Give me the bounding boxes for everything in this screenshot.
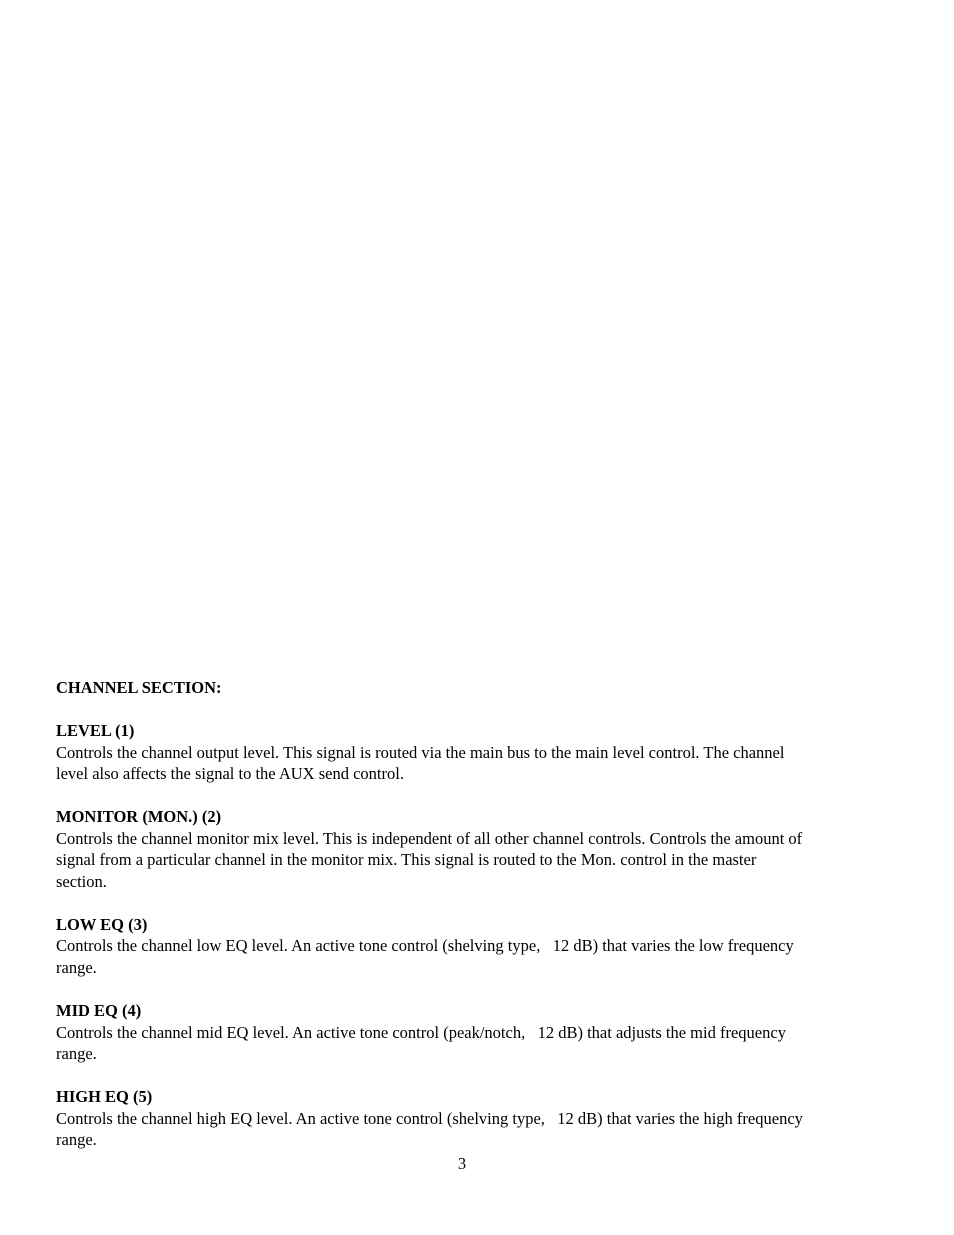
item-text-line: range. (56, 1044, 97, 1064)
channel-section (56, 677, 886, 1173)
item-text-line: Controls the channel monitor mix level. This is independent of all other channel controls. Controls the amount of (56, 828, 803, 848)
item-heading: LEVEL (1) (56, 721, 135, 740)
item-heading: HIGH EQ (5) (56, 1087, 153, 1107)
item-text-line: Controls the channel mid EQ level. An active tone control (peak/notch, 12 dB) that adjusts the mid frequency (56, 1022, 786, 1042)
item-text-line: Controls the channel high EQ level. An active tone control (shelving type, 12 dB) that varies the high frequency (56, 1108, 803, 1128)
item-mid-eq (56, 1000, 886, 1065)
item-monitor (56, 806, 886, 892)
item-text-line: range. (56, 958, 97, 978)
item-text-line: Controls the channel low EQ level. An active tone control (shelving type, 12 dB) that varies the low frequency (56, 936, 794, 956)
item-high-eq (56, 1086, 886, 1151)
item-text-line: signal from a particular channel in the monitor mix. This signal is routed to the Mon. control in the master (56, 850, 757, 870)
item-heading: LOW EQ (3) (56, 914, 148, 934)
item-text-line: Controls the channel output level. This signal is routed via the main bus to the main level control. The channel (56, 742, 785, 762)
item-level (56, 720, 886, 785)
item-text-line: section. (56, 871, 107, 891)
item-text-line: range. (56, 1130, 97, 1150)
page-number: 3 (457, 1154, 467, 1173)
item-low-eq (56, 914, 886, 979)
item-text-line: level also affects the signal to the AUX send control. (56, 764, 404, 784)
section-title: CHANNEL SECTION: (56, 678, 222, 697)
item-heading: MID EQ (4) (56, 1001, 142, 1021)
item-heading: MONITOR (MON.) (2) (56, 807, 222, 827)
